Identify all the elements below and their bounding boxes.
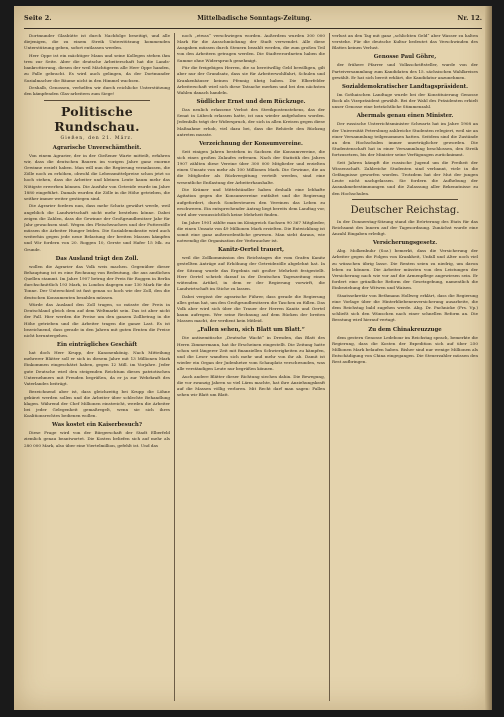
column-3	[332, 33, 478, 703]
divider	[44, 100, 150, 101]
page-edge-shadow	[485, 6, 492, 710]
article-heading: Ein einträgliches Geschäft	[56, 342, 138, 349]
column-rule	[174, 33, 175, 701]
paragraph: Die Krämer und Mittelständler haben deshalb eine lebhafte Agitation gegen die Konsumvereine entfaltet und die Regierung aufgefordert, durch Sondersteuern den Vereinen das Leben zu erschweren. Ein entsprechender Antrag liegt bereits dem Landtag vor, wird aber voraussichtlich keine Mehrheit finden.	[177, 187, 325, 217]
paragraph: Würde das Ausland den Zoll tragen, so müsste der Preis in Deutschland gleich dem auf dem Weltmarkt sein. Das ist aber nicht der Fall. Hier werden die Preise um den ganzen Zollbetrag in die Höhe getrieben und die Arbeiter tragen die ganze Last. Es ist bezeichnend, dass gerade in den Jahren mit guten Ernten die Preise nicht heruntergehen.	[24, 302, 170, 338]
paragraph: weil die Zollkommission des Reichstages die vom Grafen Kanitz gestellten Anträge auf Erhöhung der Getreidezölle abgelehnt hat. In der Sitzung wurde das Ergebnis mit großer Mehrheit festgestellt. Herr Oertel schrieb darauf in der Deutschen Tageszeitung einen wütenden Artikel, in dem er der Regierung vorwirft, die Landwirtschaft im Stiche zu lassen.	[177, 255, 325, 291]
paragraph: Die Agrarier fordern nun, dass mehr Schutz gewährt werde, weil angeblich die Landwirtschaft nicht mehr bestehen könne. Dabei zeigen die Zahlen, dass die Gewinne der Großgrundbesitzer Jahr für Jahr gewachsen sind. Wegen des Fleischwuchers und der Futterzölle müssen die Arbeiter Hunger leiden. Die Sozialdemokratie wird auch weiterhin gegen jede neue Belastung der breiten Massen kämpfen und Wir fordern von 20. Roggen 10, Gerste und Hafer 15 Mk. zu Grunde.	[24, 203, 170, 252]
paragraph: hat doch Herr Krupp, der Kanonenkönig. Nach Mitteilung mehrerer Blätter soll er sich in diesem Jahre mit 13 Millionen Mark Einkommen eingeschätzt haben, gegen 12 Mill. im Vorjahre. Jeder gute Deutsche wird den steigenden Reichtum dieses patriotischen Unternehmers mit Freuden begrüßen, da er ja zur Wehrkraft des Vaterlandes beiträgt.	[24, 350, 170, 386]
paragraph: Auch andere Blätter dieser Richtung siechen dahin. Die Bewegung, die vor zwanzig Jahren so viel Lärm machte, hat ihre Anziehungskraft auf die Massen völlig verloren. Mit Recht darf man sagen: Fallen sehen wir Blatt um Blatt.	[177, 373, 325, 398]
article-heading: Sozialdemokratischer Landtagspräsident.	[341, 83, 469, 90]
paragraph: wollen die Agrarier das Volk weis machen. Gegenüber dieser Behauptung ist es eine Rechnung von Bedeutung, die aus amtlichen Quellen stammt. Im Jahre 1907 betrug der Preis für Roggen in Berlin durchschnittlich 193 Mark, in London dagegen nur 130 Mark für die Tonne. Der Unterschied ist fast genau so hoch wie der Zoll, den die deutschen Konsumenten bezahlen müssen.	[24, 263, 170, 300]
page-number: Seite 2.	[24, 14, 52, 22]
article-heading: Verzeichnung der Konsumvereine.	[199, 140, 303, 147]
newspaper-title: Mittelbadische Sonntags-Zeitung.	[197, 15, 312, 22]
paragraph: Herr Oppe ist ein mächtiger Mann und seine Kollegen stehen ihm treu zur Seite. Aber die deutsche Arbeiterschaft hat die Lands-bankrottierung, diesen der weil Mächtigeren alle Herr Oppe handen, zu Falle gebracht. Es wird auch gelingen, da der Dortmunder Sozialmacher die Bäume nicht in den Himmel wachsen.	[24, 52, 170, 83]
article-heading: Südlicher Ernst und dem Rückzuge.	[196, 99, 306, 106]
paragraph: Im Jahre 1901 zählte man im Königreich Sachsen 90 367 Mitglieder, die einen Umsatz von 49 Millionen Mark erzielten. Die Entwicklung ist somit eine ganz außerordentliche gewesen. Man sieht daraus, wie notwendig die Organisation der Verbraucher ist.	[177, 219, 325, 244]
article-heading: „Fallen sehen, sich Blatt um Blatt.“	[197, 327, 305, 334]
column-2	[177, 33, 325, 703]
article-heading: Kanitz-Oertel trauert,	[217, 247, 285, 254]
section-title: Politische Rundschau.	[54, 103, 140, 134]
paragraph: noch „etwas“ verschwiegen worden. Außerdem wurden 300 000 Mark für die Ausschmückung der Stadt verwendet. Alle diese Ausgaben müssen durch Steuern bezahlt werden, die zum großen Teil von den Arbeitern getragen werden. Die Stadtverordneten haben die Summe ohne Widerspruch genehmigt.	[177, 33, 325, 63]
paragraph: dem gestern Genosse Ledebour im Reichstag sprach, bemerkte die Regierung, dass die Kosten der Expedition sich auf über 250 Millionen Mark belaufen haben. Bisher sind nur wenige Millionen als Entschädigung von China eingegangen. Die Steuerzahler müssen den Rest aufbringen.	[332, 334, 478, 365]
paragraph: Von einem Agrarier, der in der Gießener Warte mitteilt, erfahren wir, dass die deutschen Bauern im vorigen Jahre ganz enorme Gewinne erzielt haben. Man will nun die Regierung veranlassen, die Zölle noch zu erhöhen, obwohl die Lebensmittelpreise schon jetzt so hoch stehen, dass die Arbeiter und kleinen Leute kaum mehr das Nötigste erwerben können. Die Ausfuhr von Getreide wurde im Jahre 1880 eingeführt. Damals wurden die Zölle in die Höhe getrieben, die seither immer weiter gestiegen sind.	[24, 152, 170, 201]
article-heading: Abermals genau einen Minister.	[356, 113, 454, 120]
article-heading: Genosse Paul Göhre,	[373, 54, 437, 61]
dateline: Gießen, den 21. März.	[60, 135, 134, 141]
paragraph: Für die freigebigen Herren, die so bereitwillig Geld bewilligen, gilt aber nur der Grundsatz, dass sie für Arbeiterwohlfahrt, Schulen und Krankenhäuser keinen Pfennig übrig haben. Die Elberfelder Arbeiterschaft wird sich diese Tatsache merken und bei den nächsten Wahlen danach handeln.	[177, 65, 325, 95]
paragraph: Staatssekretär von Bethmann Hollweg erklärt, dass die Regierung eine Vorlage über die Hinterbliebenenversicherung ausarbeite, die dem Reichstag bald zugehen werde. Abg. Dr. Pachnicke (Frs. Vp.) schließt sich den Wünschen nach einer schnellen Reform an. Die Beratung wird hierauf vertagt.	[332, 292, 478, 323]
paragraph: Dortmunder Glashütte ist durch Nachfolge beseitigt, und alle diejenigen, die zu einem Streik Unterstützung kommenden Unterstützung geben, sofort entlassen werden.	[24, 33, 170, 51]
paragraph: Diese Frage wird von der Bürgerschaft der Stadt Elberfeld ziemlich genau beantwortet. Die Kosten beliefen sich auf mehr als 280 000 Mark, also über eine Viertelmillion, gefehlt ist. Und das	[24, 430, 170, 448]
article-heading: Das Ausland trägt den Zoll.	[55, 255, 139, 262]
article-heading: Was kostet ein Kaiserbesuch?	[52, 422, 142, 429]
paragraph: der frühere Pfarrer und Volksschriftsteller, wurde von der Parteiversammlung zum Kandidaten des 15. sächsischen Wahlkreises gewählt. Er hat sich bereit erklärt, die Kandidatur anzunehmen.	[332, 62, 478, 80]
column-rule	[329, 33, 330, 701]
article-heading: Zu dem Chinakreuzzuge	[368, 326, 442, 333]
article-heading: Agrarische Unverschämtheit.	[52, 144, 142, 151]
paragraph: Seit Jahren kämpft die russische Jugend um die Freiheit der Wissenschaft. Zahlreiche Studenten sind verbannt, viele in die Gefängnisse geworfen worden. Trotzdem hat der Mut der jungen Leute nicht nachgelassen. Sie fordern die Aufhebung der Ausnahmebestimmungen und die Zulassung aller Bekenntnisse zu den Hochschulen.	[332, 159, 478, 196]
column-1	[24, 33, 170, 703]
paragraph: Bezeichnend aber ist, dass gleichzeitig bei Krupp die Löhne gekürzt werden sollen und die Arbeiter über schlechte Behandlung klagen. Während der Chef Millionen einstreicht, werden die Arbeiter bei jeder Gelegenheit gemaßregelt, wenn sie sich ihres Koalitionsrechtes bedienen wollen.	[24, 388, 170, 419]
paragraph: Der russische Unterrichtsminister Schwartz hat im Jahre 1908 an der Universität Petersburg zahlreiche Studenten relegiert, weil sie an einer Versammlung teilgenommen hatten. Seitdem sind die Zustände an den Hochschulen immer unerträglicher geworden. Die Studentenschaft hat in einer Versammlung beschlossen, den Streik fortzusetzen, bis der Minister seine Verfügungen zurücknimmt.	[332, 121, 478, 158]
paragraph: In der Donnerstag-Sitzung stand die Erörterung des Etats für das Reichsamt des Innern auf der Tagesordnung. Zunächst wurde eine Anzahl Eingaben erledigt.	[332, 218, 478, 237]
paragraph: Die antisemitische „Deutsche Wacht“ in Dresden, das Blatt des Herrn Zimmermann, hat ihr Erscheinen eingestellt. Die Zeitung hatte schon seit längerer Zeit mit finanziellen Schwierigkeiten zu kämpfen, und die Leser wandten sich mehr und mehr von ihr ab. Damit ist wieder ein Organ der Judenhetze vom Schauplatz verschwunden, was alle verständigen Leute nur begrüßen können.	[177, 335, 325, 372]
paragraph: Im Gothaischen Landtage wurde bei der Konstituierung Genosse Bock als Vizepräsident gewählt. Bei der Wahl des Präsidenten erhielt unser Genosse eine beträchtliche Stimmenzahl.	[332, 91, 478, 110]
paragraph: Dabei vergisst der agrarische Führer, dass gerade die Regierung alles getan hat, um den Großgrundbesitzern die Taschen zu füllen. Das Volk aber wird sich über die Trauer der Herren Kanitz und Oertel kaum aufregen. Wer seine Rechnung auf dem Rücken der breiten Massen macht, der verdient kein Mitleid.	[177, 293, 325, 324]
issue-number: Nr. 12.	[457, 14, 482, 22]
paragraph: Abg. Molkenbuhr (Soz.) bemerkt, dass die Versicherung der Arbeiter gegen die Folgen von Krankheit, Unfall und Alter noch viel zu wünschen übrig lasse. Die Renten seien zu niedrig, um davon leben zu können. Die Arbeiter müssten von den Leistungen der Versicherung nach wie vor auf die Armenpflege angewiesen sein. Er fordert eine gründliche Reform der Gesetzgebung, namentlich die Einbeziehung der Witwen und Waisen.	[332, 248, 478, 291]
paragraph: Seit einigen Jahren bestehen in Sachsen die Konsumvereine, die sich eines großen Zulaufes erfreuen. Nach der Statistik des Jahres 1907 zählten diese Vereine über 300 000 Mitglieder und erzielten einen Umsatz von mehr als 100 Millionen Mark. Die Gewinne, die an die Mitglieder als Rückvergütung verteilt werden, sind eine wesentliche Entlastung der Arbeiterhaushalte.	[177, 148, 325, 185]
paragraph: Deshalb, Genossen, verhelfen wir durch reichliche Unterstützung den kämpfenden Glas-arbeitern zum Siege!	[24, 85, 170, 97]
article-heading: Versicherungsgesetz.	[372, 240, 438, 247]
paragraph: Das neulich erlassene Verbot des Streikpostenstehens, das der Senat in Lübeck erlassen hatte, ist nun wieder aufgehoben worden. Jedenfalls trägt der Widerspruch, der sich in allen Kreisen gegen diese Maßnahme erhob, viel dazu bei, dass die Behörde den Rückzug antreten musste.	[177, 107, 325, 137]
page-header	[24, 14, 482, 29]
divider	[352, 199, 458, 200]
paragraph: verlust an den Tag mit ganz „schlichten Geld“ aber Wasser zu halten verstehe. Für die deutsche Kultur bedeutet das Verschwinden des Blattes keinen Verlust.	[332, 33, 478, 51]
section-title: Deutscher Reichstag.	[350, 204, 460, 216]
newspaper-page	[14, 6, 492, 710]
